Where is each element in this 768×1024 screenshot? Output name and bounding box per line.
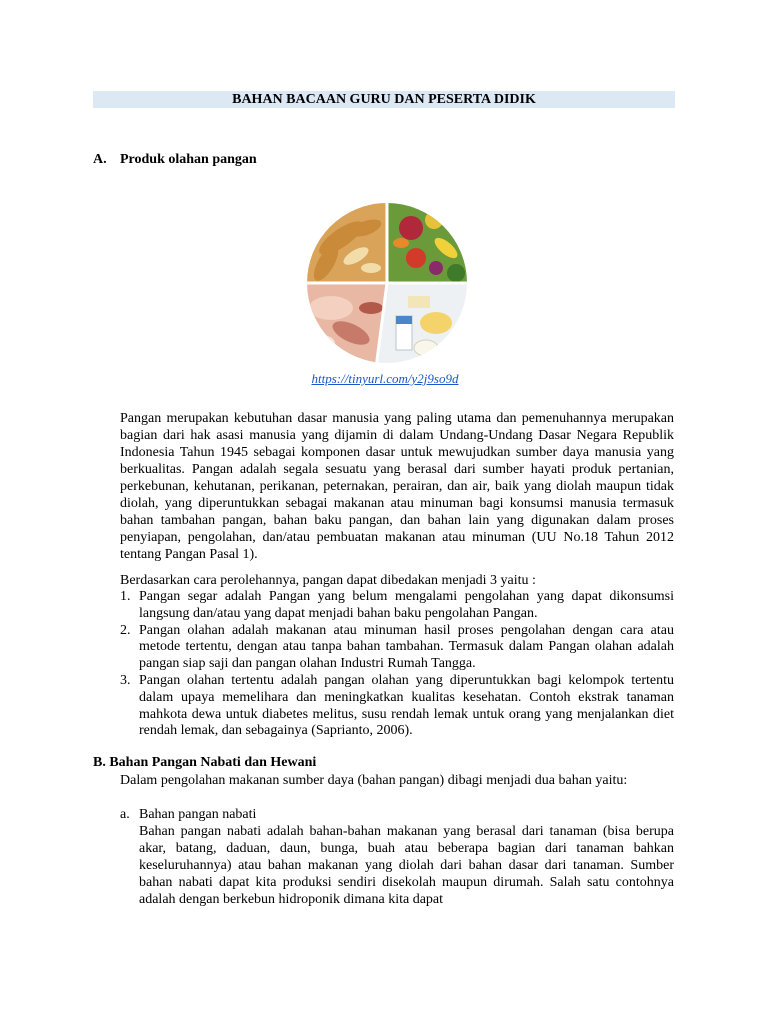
section-a-heading (93, 152, 257, 168)
subsection-a-title: Bahan pangan nabati (139, 807, 257, 822)
list-item-number: 2. (120, 622, 131, 638)
document-title: BAHAN BACAAN GURU DAN PESERTA DIDIK (93, 91, 675, 108)
list-item-number: 3. (120, 672, 131, 688)
list-item (120, 589, 674, 623)
list-item-text: Pangan olahan tertentu adalah pangan olahan yang diperuntukkan bagi kelompok tertentu dalam upaya memelihara dan meningkatkan kualitas kesehatan. Contoh ekstrak tanaman mahkota dewa untuk diabetes melitus, susu rendah lemak untuk orang yang menjalankan diet rendah lemak, dan sebagainya (Saprianto, 2006). (139, 672, 674, 739)
paragraph-section-b-intro: Dalam pengolahan makanan sumber daya (bahan pangan) dibagi menjadi dua bahan yaitu: (120, 773, 628, 788)
list-item (120, 673, 674, 740)
section-a-number: A. (93, 152, 107, 167)
section-a-title: Produk olahan pangan (120, 152, 257, 167)
section-b-heading: B. Bahan Pangan Nabati dan Hewani (93, 755, 317, 770)
list-item-number: 1. (120, 589, 131, 604)
paragraph-nabati: Bahan pangan nabati adalah bahan-bahan makanan yang berasal dari tanaman (bisa berupa akar, batang, daduan, daun, bunga, buah atau beberapa bagian dari tanaman bahkan keseluruhannya) atau bahan makanan yang diolah dari bahan dasar dari tanaman. Sumber bahan nabati dapat kita produksi sendiri disekolah maupun dirumah. Salah satu contohnya adalah dengan berkebun hidroponik dimana kita dapat (139, 824, 674, 907)
list-item (120, 623, 674, 673)
food-type-list (120, 589, 674, 740)
paragraph-classification-intro: Berdasarkan cara perolehannya, pangan dapat dibedakan menjadi 3 yaitu : (120, 573, 536, 588)
list-item-text: Pangan olahan adalah makanan atau minuman hasil proses pengolahan dengan cara atau metode tertentu, dengan atau tanpa bahan tambahan. Termasuk dalam Pangan olahan adalah pangan siap saji dan pangan olahan Industri Rumah Tangga. (139, 622, 674, 672)
list-item-text: Pangan segar adalah Pangan yang belum mengalami pengolahan yang dapat dikonsumsi langsung dan/atau yang dapat menjadi bahan baku pengolahan Pangan. (139, 589, 674, 621)
image-source-link[interactable]: https://tinyurl.com/y2j9so9d (311, 371, 459, 386)
food-groups-image (296, 198, 478, 368)
subsection-a-number: a. (120, 807, 130, 822)
paragraph-definition: Pangan merupakan kebutuhan dasar manusia yang paling utama dan pemenuhannya merupakan bagian dari hak asasi manusia yang dijamin di dalam Undang-Undang Dasar Negara Republik Indonesia Tahun 1945 sebagai komponen dasar untuk mewujudkan sumber daya manusia yang berkualitas. Pangan adalah segala sesuatu yang berasal dari sumber hayati produk pertanian, perkebunan, kehutanan, perikanan, peternakan, perairan, dan air, baik yang diolah maupun tidak diolah, yang diperuntukkan sebagai makanan atau minuman bagi konsumsi manusia termasuk bahan tambahan pangan, bahan baku pangan, dan bahan lain yang digunakan dalam proses penyiapan, pengolahan, dan/atau pembuatan makanan atau minuman (UU No.18 Tahun 2012 tentang Pangan Pasal 1). (120, 411, 674, 562)
subsection-a-heading (120, 806, 674, 823)
